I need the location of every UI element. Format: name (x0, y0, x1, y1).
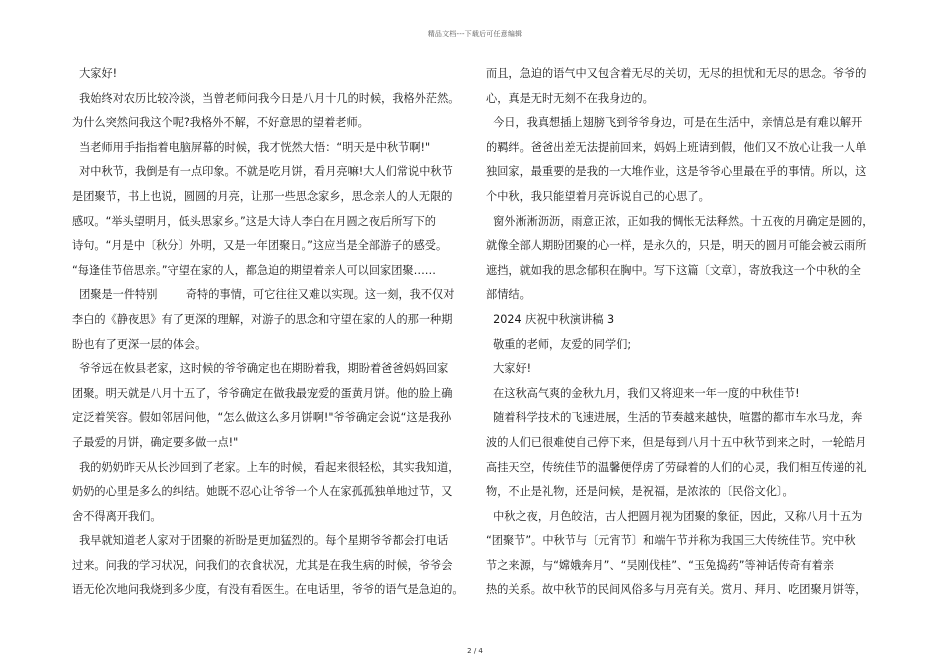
page-header: 精品文档---下载后可任意编辑 (427, 30, 523, 38)
text-line: 在这秋高气爽的金秋九月，我们又将迎来一年一度的中秋佳节! (486, 386, 800, 400)
text-line: 波的人们已很难使自己停下来，但是每到八月十五中秋节到来之时，一轮皓月 (486, 435, 867, 449)
text-line: 奶奶的心里是多么的纠结。她既不忍心让爷爷一个人在家孤孤独单地过节，又 (72, 485, 453, 499)
text-line: 子最爱的月饼，确定要多做一点!" (72, 435, 239, 449)
text-line: 我的奶奶昨天从长沙回到了老家。上车的时候，看起来很轻松，其实我知道， (72, 460, 460, 474)
text-line: 我始终对农历比较冷淡，当曾老师问我今日是八月十几的时候，我格外茫然。 (72, 91, 460, 105)
text-line: 心，真是无时无刻不在我身边的。 (486, 91, 654, 105)
text-line: 随着科学技术的飞速进展，生活的节奏越来越快，喧嚣的都市车水马龙，奔 (486, 411, 863, 425)
text-line: “每逢佳节倍思亲。”守望在家的人，都急迫的期望着亲人可以回家团聚…… (72, 263, 436, 277)
text-line: 感叹。“举头望明月，低头思家乡。”这是大诗人李白在月圆之夜后所写下的 (72, 214, 436, 228)
text-line: 2024 庆祝中秋演讲稿 3 (486, 312, 615, 326)
text-line: 大家好! (486, 362, 532, 376)
text-line: 今日，我真想插上翅膀飞到爷爷身边，可是在生活中，亲情总是有难以解开 (486, 116, 863, 130)
text-line: 爷爷远在攸县老家，这时候的爷爷确定也在期盼着我，期盼着爸爸妈妈回家 (72, 362, 449, 376)
text-line: 团聚。明天就是八月十五了，爷爷确定在做我最宠爱的蛋黄月饼。他的脸上确 (72, 386, 453, 400)
text-line: 李白的《静夜思》有了更深的理解，对游子的思念和守望在家的人的那一种期 (72, 312, 453, 326)
text-line: 是团聚节，书上也说，圆圆的月亮，让那一些思念家乡，思念亲人的人无限的 (72, 189, 453, 203)
text-line: 的羁绊。爸爸出差无法提前回来，妈妈上班请到假，他们又不放心让我一人单 (486, 140, 867, 154)
text-line: 过来。问我的学习状况，问我们的衣食状况，尤其是在我生病的时候，爷爷会 (72, 558, 453, 572)
text-line: 为什么突然问我这个呢?我格外不解，不好意思的望着老师。 (72, 116, 369, 130)
text-line: 个中秋，我只能望着月亮诉说自己的心思了。 (486, 189, 710, 203)
text-line: 热的关系。故中秋节的民间风俗多与月亮有关。赏月、拜月、吃团聚月饼等， (486, 583, 867, 597)
text-line: 诗句。“月是中〔秋分〕外明，又是一年团聚日。”这应当是全部游子的感受。 (72, 239, 448, 253)
text-line: 遮挡，就如我的思念郁积在胸中。写下这篇〔文章〕，寄放我这一个中秋的全 (486, 263, 861, 277)
text-line: 部情结。 (486, 288, 531, 302)
page-number: 2 / 4 (467, 647, 483, 655)
text-line: “团聚节”。中秋节与〔元宵节〕和端午节并称为我国三大传统佳节。究中秋 (486, 534, 856, 548)
text-line: 团聚是一件特别 奇特的事情，可它往往又难以实现。这一刻，我不仅对 (72, 288, 455, 302)
text-line: 定泛着笑容。假如邻居问他，“怎么做这么多月饼啊!"爷爷确定会说“这是我孙 (72, 411, 452, 425)
text-line: 敬重的老师，友爱的同学们; (486, 337, 632, 351)
text-line: 大家好! (72, 67, 118, 80)
text-line: 舍不得离开我们。 (72, 509, 162, 523)
text-line: 盼也有了更深一层的体会。 (72, 337, 207, 351)
text-line: 就像全部人期盼团聚的心一样，是永久的，只是，明天的圆月可能会被云雨所 (486, 239, 867, 253)
text-line: 中秋之夜，月色皎洁，古人把圆月视为团聚的象征，因此，又称八月十五为 (486, 509, 863, 523)
text-line: 而且，急迫的语气中又包含着无尽的关切，无尽的担忧和无尽的思念。爷爷的 (486, 67, 867, 80)
text-line: 对中秋节，我倒是有一点印象。不就是吃月饼，看月亮嘛!大人们常说中秋节 (72, 165, 453, 179)
text-line: 高挂天空，传统佳节的温馨便俘虏了劳碌着的人们的心灵，我们相互传递的礼 (486, 460, 867, 474)
left-column (72, 62, 462, 603)
right-column (486, 62, 880, 603)
text-line: 物，不止是礼物，还是问候，是祝福，是浓浓的〔民俗文化〕。 (486, 485, 794, 499)
text-line: 语无伦次地问我烧到多少度，有没有看医生。在电话里，爷爷的语气是急迫的。 (72, 583, 464, 597)
text-line: 窗外淅淅沥沥，雨意正浓，正如我的惆怅无法释然。十五夜的月确定是圆的， (486, 214, 874, 228)
text-line: 独回家，最重要的是我的一大堆作业，这是爷爷心里最在乎的事情。所以，这 (486, 165, 867, 179)
text-line: 当老师用手指指着电脑屏幕的时候，我才恍然大悟：“明天是中秋节啊!" (72, 140, 431, 154)
text-line: 节之来源，与“嫦娥奔月”、“吴刚伐桂”、“玉兔捣药”等神话传奇有着亲 (486, 558, 835, 572)
text-line: 我早就知道老人家对于团聚的祈盼是更加猛烈的。每个星期爷爷都会打电话 (72, 534, 449, 548)
